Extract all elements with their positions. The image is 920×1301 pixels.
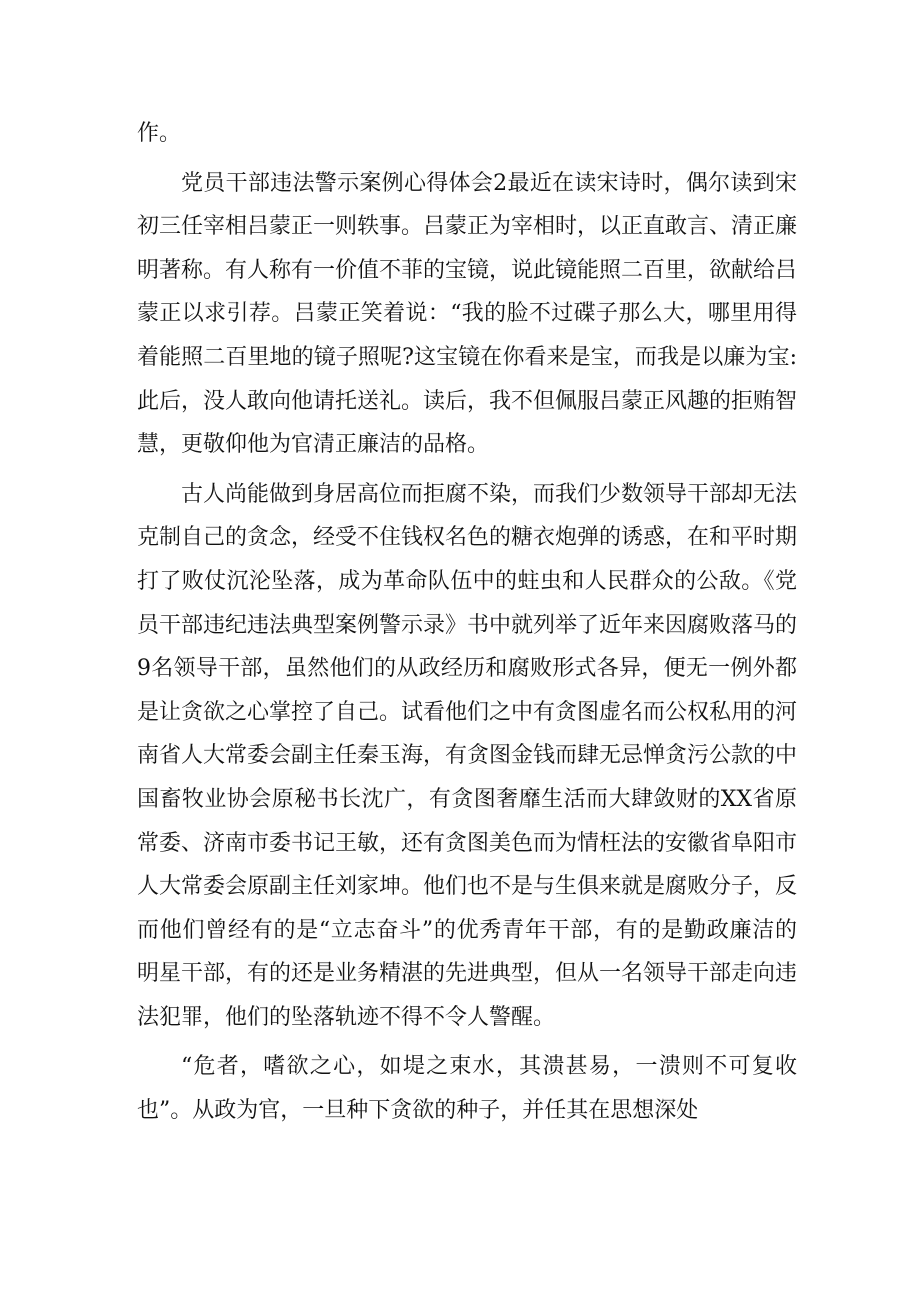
paragraph-lv-mengzheng-anecdote: 党员干部违法警示案例心得体会2最近在读宋诗时，偶尔读到宋初三任宰相吕蒙正一则轶事。吕蒙正为宰相时，以正直敢言、清正廉明著称。有人称有一价值不菲的宝镜，说此镜能照二百里，欲献给吕蒙正以求引荐。吕蒙正笑着说：“我的脸不过碟子那么大，哪里用得着能照二百里地的镜子照呢?这宝镜在你看来是宝，而我是以廉为宝:此后，没人敢向他请托送礼。读后，我不但佩服吕蒙正风趣的拒贿智慧，更敬仰他为官清正廉洁的品格。 (137, 170, 798, 458)
paragraph-desire-warning: “危者，嗜欲之心，如堤之束水，其溃甚易，一溃则不可复收也”。从政为官，一旦种下贪欲的种子，并任其在思想深处 (137, 1054, 797, 1124)
document-body (137, 112, 797, 1133)
paragraph-corruption-cases: 古人尚能做到身居高位而拒腐不染，而我们少数领导干部却无法克制自己的贪念，经受不住钱权名色的糖衣炮弹的诱惑，在和平时期打了败仗沉沦坠落，成为革命队伍中的蛀虫和人民群众的公敌。《党员干部违纪违法典型案例警示录》书中就列举了近年来因腐败落马的9名领导干部，虽然他们的从政经历和腐败形式各异，便无一例外都是让贪欲之心掌控了自己。试看他们之中有贪图虚名而公权私用的河南省人大常委会副主任秦玉海，有贪图金钱而肆无忌惮贪污公款的中国畜牧业协会原秘书长沈广，有贪图奢靡生活而大肆敛财的XX省原常委、济南市委书记王敏，还有贪图美色而为情枉法的安徽省阜阳市人大常委会原副主任刘家坤。他们也不是与生俱来就是腐败分子，反而他们曾经有的是“立志奋斗”的优秀青年干部，有的是勤政廉洁的明星干部，有的还是业务精湛的先进典型，但从一名领导干部走向违法犯罪，他们的坠落轨迹不得不令人警醒。 (137, 481, 798, 1030)
paragraph-continuation: 作。 (137, 121, 182, 146)
